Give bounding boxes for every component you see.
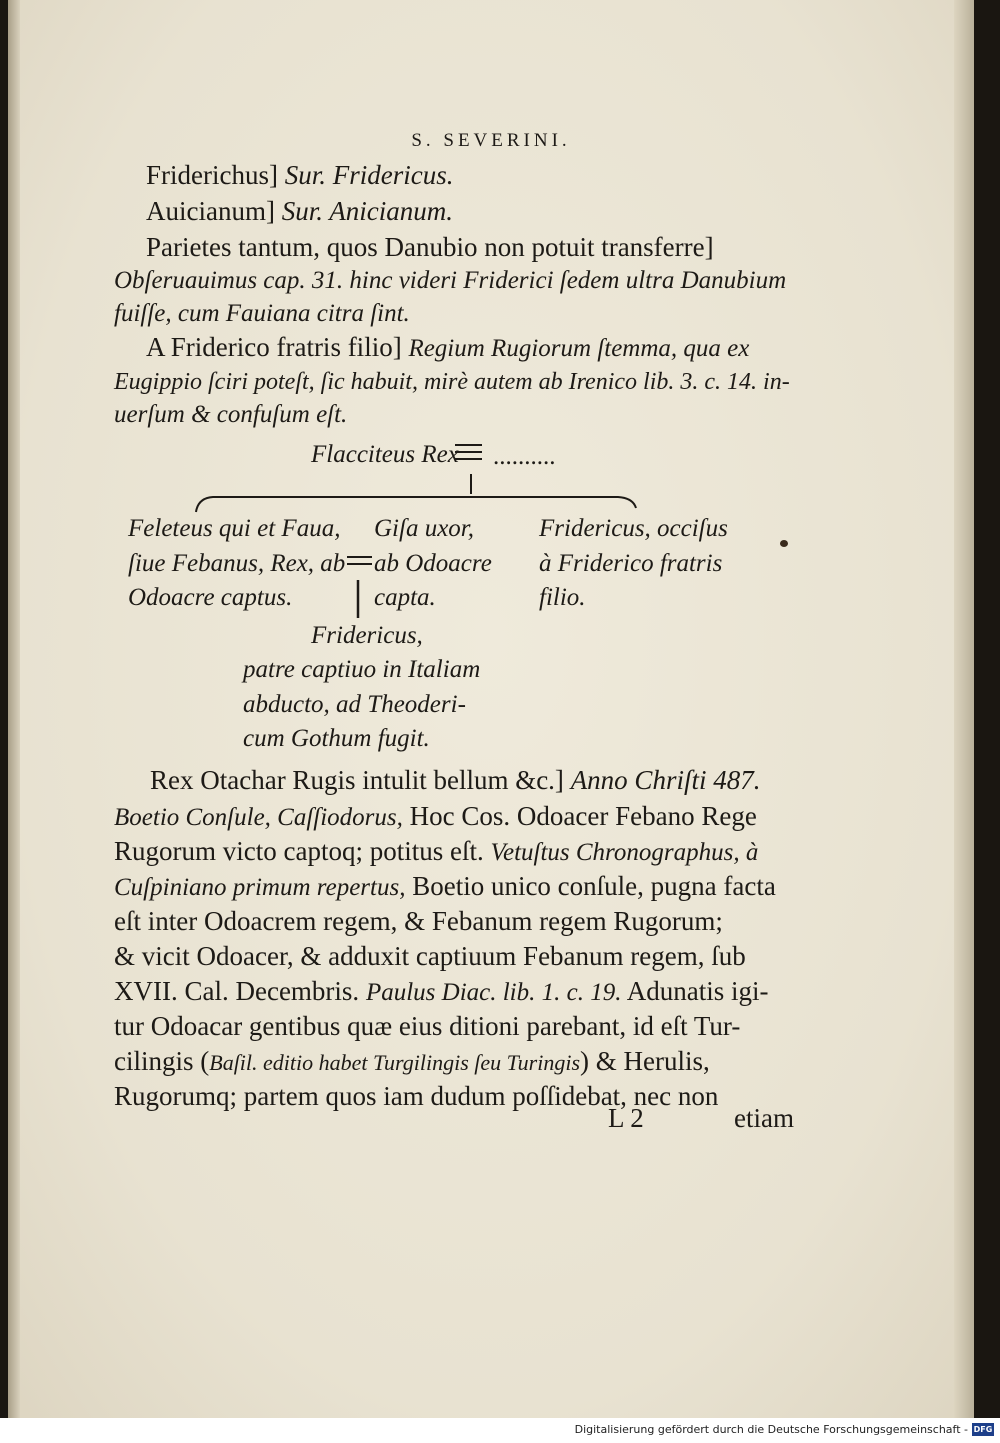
body-line-7-source: Paulus Diac. lib. 1. c. 19.	[365, 979, 622, 1006]
body-line-3-text: Rugorum victo captoq; potitus eſt.	[114, 836, 484, 866]
running-title: S. SEVERINI.	[411, 130, 571, 151]
note-4-lemma: A Friderico fratris filio]	[146, 332, 402, 362]
note-3-lemma: Parietes tantum, quos Danubio non potuit transferre]	[146, 232, 714, 262]
body-line-6: & vicit Odoacer, & adduxit captiuum Febanum regem, ſub	[114, 941, 746, 971]
body-line-3	[114, 834, 758, 870]
body-line-9-note: Baſil. editio habet Turgilingis ſeu Turingis	[209, 1050, 581, 1075]
body-line-9-c: ) & Herulis,	[580, 1046, 710, 1076]
tree-wife-line-1: Giſa uxor,	[374, 515, 474, 542]
note-1-text: Sur. Fridericus.	[284, 160, 454, 190]
tree-child-line-3: abducto, ad Theoderi-	[243, 691, 466, 718]
body-line-10: Rugorumq; partem quos iam dudum poſſidebat, nec non	[114, 1081, 719, 1111]
body-line-5: eſt inter Odoacrem regem, & Febanum regem Rugorum;	[114, 906, 723, 936]
tree-child-line-4: cum Gothum fugit.	[243, 725, 430, 752]
catchword: etiam	[734, 1103, 794, 1133]
body-line-2-source: Boetio Conſule, Caſſiodorus,	[114, 804, 403, 831]
tree-bracket	[196, 497, 636, 512]
tree-right-line-3: filio.	[539, 584, 586, 611]
tree-left-line-1: Feleteus qui et Faua,	[128, 515, 341, 542]
body-line-7	[114, 974, 768, 1010]
tree-right-line-1: Fridericus, occiſus	[539, 515, 728, 542]
tree-root-dots: ..........	[493, 443, 556, 470]
body-line-7-text: Adunatis igi-	[626, 976, 769, 1006]
body-line-4-source: Cuſpiniano primum repertus,	[114, 874, 406, 901]
tree-child-line-1: Fridericus,	[311, 622, 423, 649]
body-line-4-text: Boetio unico conſule, pugna facta	[412, 871, 776, 901]
body-line-9	[114, 1044, 710, 1080]
body-line-3-source: Vetuſtus Chronographus, à	[490, 839, 759, 866]
note-2-text: Sur. Anicianum.	[281, 196, 453, 226]
body-line-7-date: XVII. Cal. Decembris.	[114, 976, 360, 1006]
signature-mark: L 2	[608, 1103, 644, 1133]
body-line-1	[150, 763, 760, 797]
note-4-line-3: uerſum & confuſum eſt.	[114, 401, 348, 428]
tree-lines	[8, 0, 974, 760]
tree-root-name: Flacciteus Rex	[311, 441, 459, 468]
dfg-logo-icon: DFG	[973, 1425, 993, 1434]
credit-text: Digitalisierung gefördert durch die Deutsche Forschungsgemeinschaft -	[574, 1423, 968, 1436]
note-3-line-3: fuiſſe, cum Fauiana citra ſint.	[114, 300, 410, 327]
tree-right-line-2: à Friderico fratris	[539, 550, 723, 577]
ink-spot	[780, 540, 788, 547]
body-line-9-a: cilingis (	[114, 1046, 210, 1076]
body-line-2-text: Hoc Cos. Odoacer Febano Rege	[409, 801, 757, 831]
tree-wife-line-2: ab Odoacre	[374, 550, 492, 577]
credit-bar	[0, 1418, 1000, 1443]
body-line-1-note: Anno Chriſti 487.	[570, 765, 761, 795]
tree-child-line-2: patre captiuo in Italiam	[243, 656, 481, 683]
note-1-lemma: Friderichus]	[146, 160, 278, 190]
body-line-4	[114, 869, 776, 905]
book-page	[8, 0, 974, 1418]
tree-left-line-3: Odoacre captus.	[128, 584, 293, 611]
note-3-line-2: Obſeruauimus cap. 31. hinc videri Friderici ſedem ultra Danubium	[114, 267, 787, 294]
tree-wife-line-3: capta.	[374, 584, 436, 611]
note-4-line-2: Eugippio ſciri poteſt, ſic habuit, mirè autem ab Irenico lib. 3. c. 14. in-	[114, 369, 790, 395]
body-line-8: tur Odoacar gentibus quæ eius ditioni parebant, id eſt Tur-	[114, 1011, 741, 1041]
body-line-1-lemma: Rex Otachar Rugis intulit bellum &c.]	[150, 765, 564, 795]
tree-left-line-2: ſiue Febanus, Rex, ab	[128, 550, 346, 577]
note-4-text: Regium Rugiorum ſtemma, qua ex	[408, 335, 750, 362]
body-line-2	[114, 799, 757, 835]
note-2-lemma: Auicianum]	[146, 196, 275, 226]
